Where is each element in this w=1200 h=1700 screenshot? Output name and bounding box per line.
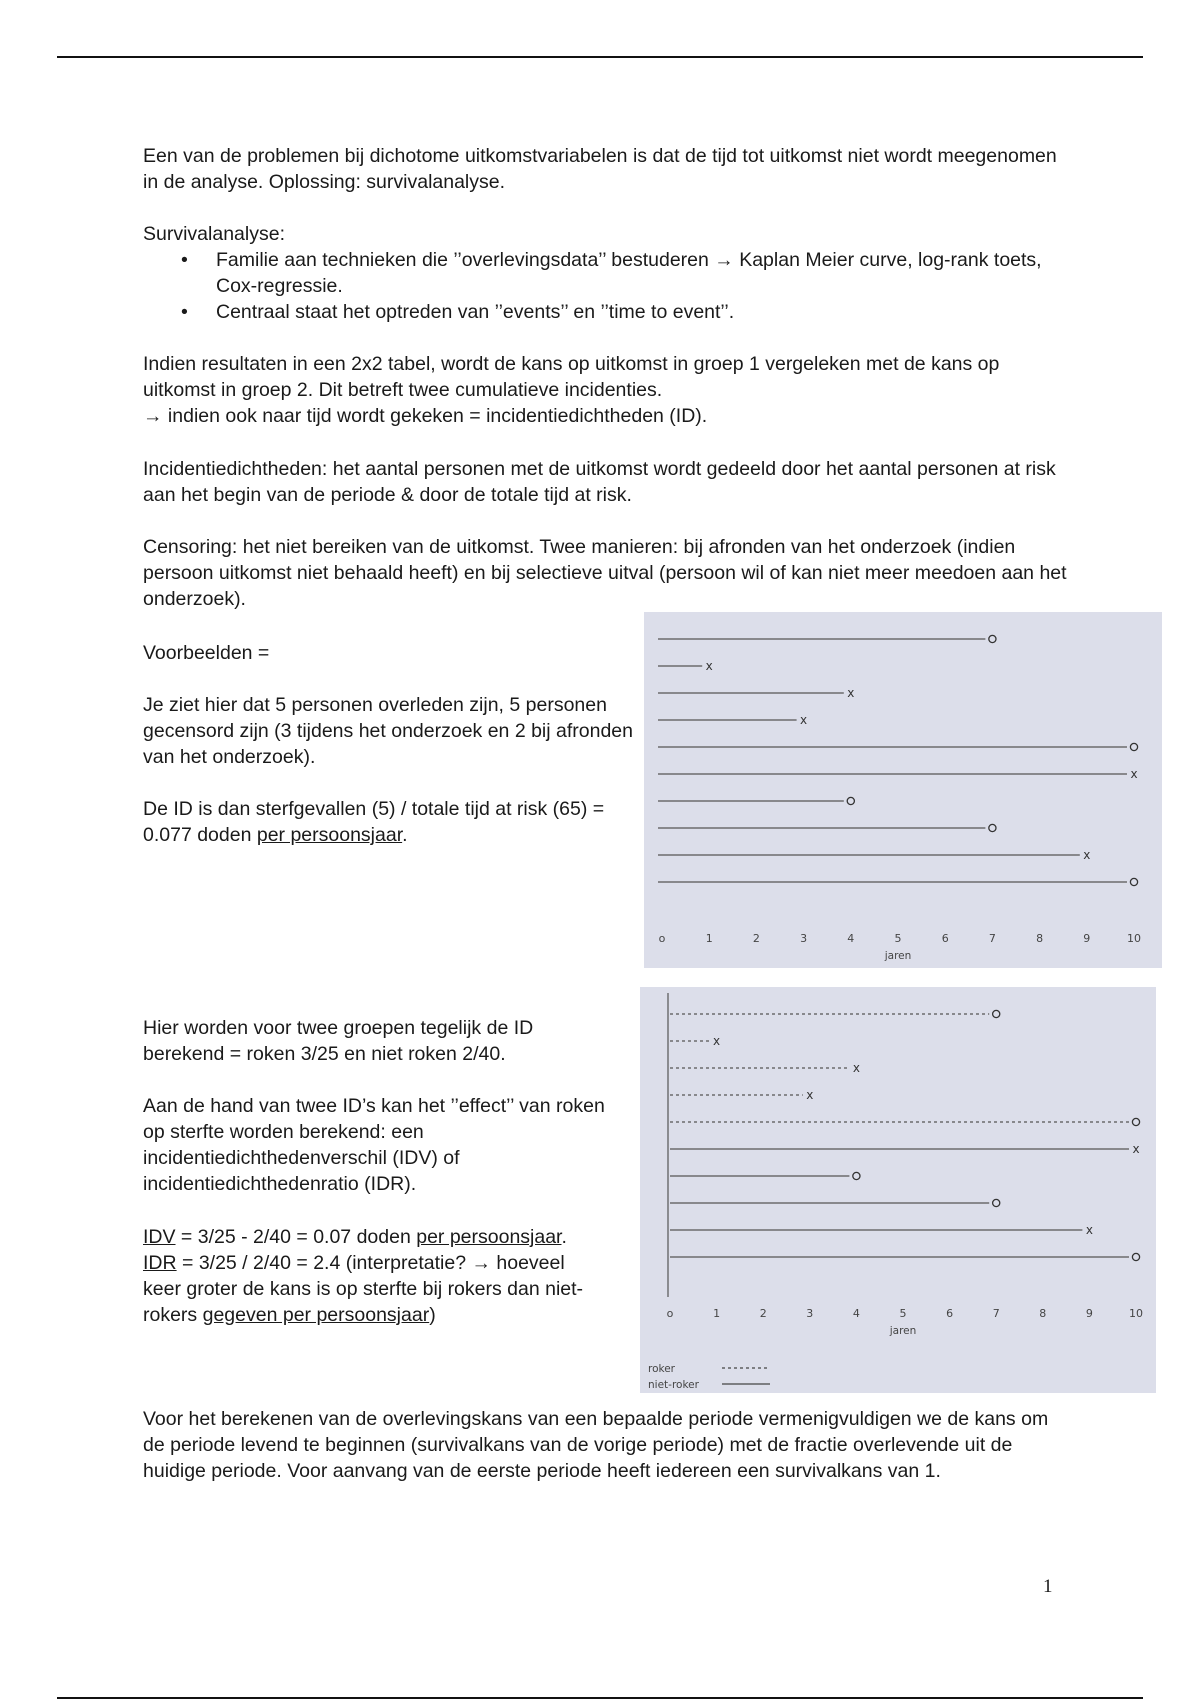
survival-heading: Survivalanalyse: — [143, 223, 285, 245]
x-tick-label: 10 — [1129, 1307, 1143, 1320]
paragraph-incidence-density: Incidentiedichtheden: het aantal personen met de uitkomst wordt gedeeld door het aantal personen at risk aan het begin van de periode & door de totale tijd at risk. — [143, 458, 1056, 506]
x-tick-label: 10 — [1127, 932, 1141, 945]
event-marker: x — [713, 1034, 721, 1048]
x-tick-label: o — [658, 932, 666, 945]
x-tick-label: 1 — [713, 1307, 721, 1320]
paragraph-intro: Een van de problemen bij dichotome uitkomstvariabelen is dat de tijd tot uitkomst niet wordt meegenomen in de analyse. Oplossing: survivalanalyse. — [143, 145, 1057, 193]
censored-marker — [989, 635, 996, 642]
example1-text: Je ziet hier dat 5 personen overleden zijn, 5 personen gecensord zijn (3 tijdens het onderzoek en 2 bij afronden van het onderzoek). — [143, 694, 633, 768]
event-marker: x — [1130, 767, 1138, 781]
censored-marker — [989, 824, 996, 831]
paragraph-censoring: Censoring: het niet bereiken van de uitkomst. Twee manieren: bij afronden van het onderzoek (indien persoon uitkomst niet behaald heeft) en bij selectieve uitval (persoon wil of kan niet meer meedoen aan het onderzoek). — [143, 536, 1067, 610]
survival-bullets — [143, 247, 1073, 325]
id-calculation: De ID is dan sterfgevallen (5) / totale tijd at risk (65) = 0.077 doden per persoonsjaar. — [143, 798, 605, 846]
x-tick-label: 3 — [800, 932, 808, 945]
two-groups-text: Hier worden voor twee groepen tegelijk de ID berekend = roken 3/25 en niet roken 2/40. — [143, 1017, 534, 1065]
x-tick-label: 9 — [1085, 1307, 1093, 1320]
x-tick-label: 7 — [988, 932, 996, 945]
event-marker: x — [847, 686, 855, 700]
effect-text: Aan de hand van twee ID’s kan het ’’effect’’ van roken op sterfte worden berekend: een incidentiedichthedenverschil (IDV) of incidentiedichthedenratio (IDR). — [143, 1095, 605, 1195]
x-tick-label: 4 — [852, 1307, 860, 1320]
x-tick-label: 6 — [946, 1307, 954, 1320]
x-tick-label: 2 — [752, 932, 760, 945]
censored-marker — [1132, 1118, 1139, 1125]
event-marker: x — [806, 1088, 814, 1102]
page-number: 1 — [1043, 1576, 1053, 1597]
censored-marker — [853, 1172, 860, 1179]
list-item: • Centraal staat het optreden van ’’events’’ en ’’time to event’’. — [143, 299, 1073, 325]
idv-line: IDV = 3/25 - 2/40 = 0.07 doden per persoonsjaar. — [143, 1226, 567, 1248]
censored-marker — [1130, 878, 1137, 885]
x-tick-label: 5 — [899, 1307, 907, 1320]
idr-line: IDR = 3/25 / 2/40 = 2.4 (interpretatie? → hoeveel keer groter de kans is op sterfte bij rokers dan niet-rokers gegeven per persoonsjaar) — [143, 1252, 584, 1326]
x-tick-label: o — [666, 1307, 674, 1320]
x-tick-label: 9 — [1083, 932, 1091, 945]
x-tick-label: 7 — [992, 1307, 1000, 1320]
survival-section — [143, 221, 1073, 325]
legend-label: roker — [648, 1363, 675, 1375]
x-tick-label: 6 — [941, 932, 949, 945]
censored-marker — [847, 797, 854, 804]
x-tick-label: 5 — [894, 932, 902, 945]
x-tick-label: 1 — [705, 932, 713, 945]
event-marker: x — [1085, 1223, 1093, 1237]
x-axis-label: jaren — [889, 1325, 917, 1337]
timeline-figure-1 — [644, 612, 1162, 968]
event-marker: x — [800, 713, 808, 727]
footer-rule — [57, 1697, 1143, 1699]
idv-idr-text — [143, 1224, 608, 1328]
censored-marker — [1132, 1253, 1139, 1260]
censored-marker — [993, 1199, 1000, 1206]
timeline-figure-2 — [640, 987, 1156, 1393]
event-marker: x — [1132, 1142, 1140, 1156]
legend-label: niet-roker — [648, 1379, 699, 1391]
paragraph-survival-probability: Voor het berekenen van de overlevingskans van een bepaalde periode vermenigvuldigen we de kans om de periode levend te beginnen (survivalkans van de vorige periode) met de fractie overlevende uit de huidige periode. Voor aanvang van de eerste periode heeft iedereen een survivalkans van 1. — [143, 1408, 1049, 1482]
timeline-chart-2 — [640, 987, 1156, 1393]
timeline-chart-1 — [644, 612, 1162, 968]
event-marker: x — [705, 659, 713, 673]
x-tick-label: 2 — [759, 1307, 767, 1320]
x-tick-label: 8 — [1039, 1307, 1047, 1320]
censored-marker — [993, 1010, 1000, 1017]
list-item: • Familie aan technieken die ’’overlevingsdata’’ bestuderen → Kaplan Meier curve, log-rank toets, Cox-regressie. — [143, 247, 1073, 299]
x-tick-label: 3 — [806, 1307, 814, 1320]
x-tick-label: 8 — [1036, 932, 1044, 945]
paragraph-2x2: Indien resultaten in een 2x2 tabel, wordt de kans op uitkomst in groep 1 vergeleken met de kans op uitkomst in groep 2. Dit betreft twee cumulatieve incidenties. → indien ook naar tijd wordt gekeken = incidentiedichtheden (ID). — [143, 353, 1000, 427]
censored-marker — [1130, 743, 1137, 750]
x-tick-label: 4 — [847, 932, 855, 945]
event-marker: x — [1083, 848, 1091, 862]
header-rule — [57, 56, 1143, 58]
x-axis-label: jaren — [884, 950, 912, 962]
voorbeelden-label: Voorbeelden = — [143, 642, 270, 664]
event-marker: x — [852, 1061, 860, 1075]
